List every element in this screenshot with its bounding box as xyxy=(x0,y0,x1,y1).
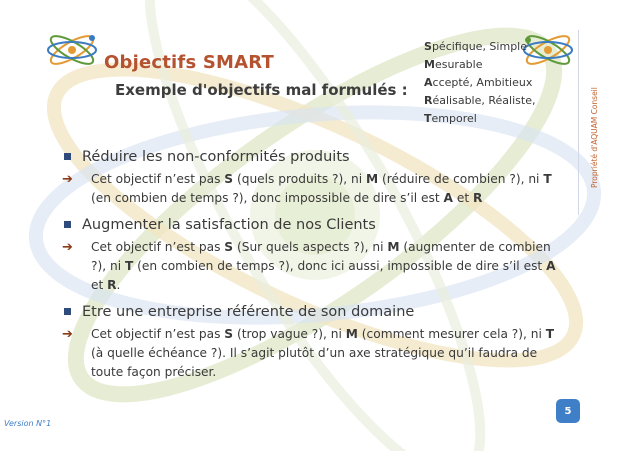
smart-item: Mesurable xyxy=(424,58,483,71)
copyright-side-text: Propriété d'AQUAM Conseil xyxy=(590,87,599,188)
explanation-text: (augmenter de combien ?), ni xyxy=(91,240,551,273)
square-bullet-icon xyxy=(64,308,71,315)
criterion-letter: T xyxy=(545,327,555,341)
page-number-badge: 5 xyxy=(556,399,580,423)
right-arrow-icon: ➔ xyxy=(62,240,73,255)
criterion-letter: M xyxy=(366,172,379,186)
square-bullet-icon xyxy=(64,221,71,228)
criterion-letter: S xyxy=(224,172,234,186)
explanation-text: (réduire de combien ?), ni xyxy=(378,172,544,186)
criterion-letter: R xyxy=(107,278,117,292)
objective-explanation xyxy=(62,170,562,208)
smart-acronym-list xyxy=(424,38,535,128)
explanation-text: Cet objectif n’est pas xyxy=(91,327,225,341)
version-label: Version N°1 xyxy=(4,419,52,428)
smart-item: Accepté, Ambitieux xyxy=(424,76,533,89)
objective-explanation xyxy=(62,325,562,382)
smart-item: Spécifique, Simple xyxy=(424,40,527,53)
right-arrow-icon: ➔ xyxy=(62,172,73,187)
side-divider xyxy=(578,30,579,215)
explanation-text: Cet objectif n’est pas xyxy=(91,172,225,186)
explanation-text: (en combien de temps ?), donc impossible de dire s’il est xyxy=(91,191,444,205)
explanation-text: (à quelle échéance ?). Il s’agit plutôt d’un axe stratégique qu’il faudra de toute façon préciser. xyxy=(91,346,538,379)
objective-bullet: Augmenter la satisfaction de nos Clients xyxy=(62,215,562,235)
smart-item: Temporel xyxy=(424,112,477,125)
criterion-letter: S xyxy=(224,327,234,341)
explanation-text: (quels produits ?), ni xyxy=(233,172,367,186)
objectives-list xyxy=(62,147,562,389)
objective-bullet: Réduire les non-conformités produits xyxy=(62,147,562,167)
objective-explanation xyxy=(62,238,562,295)
right-arrow-icon: ➔ xyxy=(62,327,73,342)
atom-icon-left xyxy=(47,31,97,69)
explanation-text: (comment mesurer cela ?), ni xyxy=(357,327,546,341)
explanation-text: (en combien de temps ?), donc ici aussi, impossible de dire s’il est xyxy=(133,259,547,273)
explanation-text: . xyxy=(116,278,121,292)
explanation-text: et xyxy=(91,278,108,292)
criterion-letter: A xyxy=(443,191,453,205)
criterion-letter: S xyxy=(224,240,234,254)
explanation-text: (trop vague ?), ni xyxy=(233,327,346,341)
criterion-letter: T xyxy=(543,172,552,186)
objective-bullet: Etre une entreprise référente de son domaine xyxy=(62,302,562,322)
explanation-text: et xyxy=(452,191,473,205)
criterion-letter: M xyxy=(345,327,358,341)
slide-title: Objectifs SMART xyxy=(104,52,274,73)
explanation-text: (Sur quels aspects ?), ni xyxy=(233,240,388,254)
smart-item: Réalisable, Réaliste, xyxy=(424,94,536,107)
explanation-text: Cet objectif n’est pas xyxy=(91,240,225,254)
square-bullet-icon xyxy=(64,153,71,160)
criterion-letter: M xyxy=(387,240,400,254)
criterion-letter: R xyxy=(473,191,483,205)
criterion-letter: A xyxy=(546,259,556,273)
criterion-letter: T xyxy=(124,259,134,273)
slide-subtitle: Exemple d'objectifs mal formulés : xyxy=(115,81,408,99)
